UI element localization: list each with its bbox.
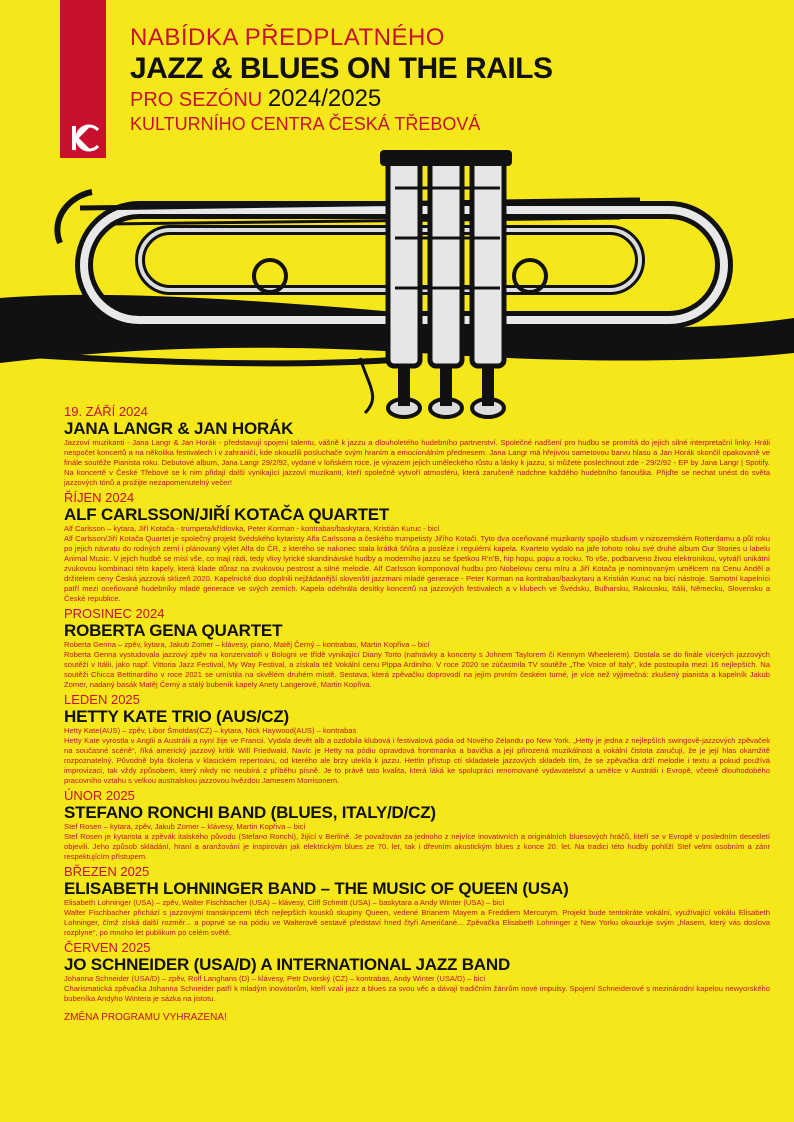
event-1 bbox=[64, 404, 770, 488]
event-list bbox=[64, 402, 770, 1023]
event-description: Charismatická zpěvačka Johanna Schneider patří k mladým inovátorům, kteří vzali jazz a blues za svou věc a dávají tradičním žánrům nové impulsy. Spojení Schneiderové s mezinárodní kapelou newyorského bubeníka Andyho Wintera je sázka na jistotu. bbox=[64, 984, 770, 1003]
season-label: PRO SEZÓNU bbox=[130, 89, 263, 111]
event-title: ROBERTA GENA QUARTET bbox=[64, 621, 283, 640]
event-lineup: Hetty Kate(AUS) – zpěv, Libor Šmoldas(CZ) – kytara, Nick Haywood(AUS) – kontrabas bbox=[64, 726, 357, 735]
event-title: ELISABETH LOHNINGER BAND – THE MUSIC OF QUEEN (USA) bbox=[64, 879, 569, 898]
event-description: Roberta Genna vystudovala jazzový zpěv na konzervatoři v Bologni ve třídě vynikající Diany Torto (nahrávky a koncerty s Johnem Taylorem či Kennym Wheelerem). Dostala se do finále vícerých jazzových soutěží v Itálii, jako např. Vittoria Jazz Festival, My Way Festival, a získala též Vokální cenu Pippa Ardiniho. V roce 2020 se zúčastnila TV soutěže „The Voice of Italy“, kde postoupila mezi 16 nejlepších. Na soutěži Chicca Bettinardiho v roce 2021 se umístila na skvělém druhém místě. Sestava, která zpěvačku doprovodí na jejím prvním českém turné, je více než výjimečná: zkušený pianista a kapelník Jakub Zomer, nadaný basák Matěj Černý a stálý bubeník kapely Anety Langerové, Martin Kopřiva. bbox=[64, 650, 770, 689]
event-title: JANA LANGR & JAN HORÁK bbox=[64, 419, 294, 438]
event-lineup: Elisabeth Lohninger (USA) – zpěv, Walter Fischbacher (USA) – klávesy, Cliff Schmitt (USA) – baskytara a Andy Winter (USA) – bicí bbox=[64, 898, 505, 907]
event-title: HETTY KATE TRIO (AUS/CZ) bbox=[64, 707, 290, 726]
season-year: 2024/2025 bbox=[267, 85, 382, 112]
event-title: STEFANO RONCHI BAND (BLUES, ITALY/D/CZ) bbox=[64, 803, 436, 822]
event-lineup: Alf Carlsson – kytara, Jiří Kotača - trumpeta/křídlovka, Peter Korman - kontrabas/baskytara, Kristián Kuruc - bicí bbox=[64, 524, 440, 533]
event-date: ŘÍJEN 2024 bbox=[64, 490, 135, 505]
event-description: Hetty Kate vyrostla v Anglii a Austrálii a nyní žije ve Francii. Vydala devět alb a ozdobila klubová i festivalová pódia od Nového Zélandu po New York. „Hetty je jedna z nejlepších swingově-jazzových zpěvaček na současné scéně“, říká americký jazzový kritik Will Friedwald. Navíc je Hetty na pódiu opravdová frontmanka a bavička a její přirozená muzikálnost a vokální čistota zaručují, že je její hlas okamžitě rozpoznatelný. Původně byla školena v klasickém repertoáru, od kterého ale brzy utekla k jazzu. Hettin přístup ctí skladatele jazzových skladeb tím, že se zpěvačka drží melodie i textu a pokud používá improvizaci, tak vždy způsobem, který nikdy nic neubírá z příběhu písně. Je to právě tato kvalita, která láká ke spolupráci renomované vydavatelství a umělce v Austrálii i Evropě, včetně dlouhodobého pracovního vztahu s velkou australskou jazzovou hvězdou Jamesem Morrisonem. bbox=[64, 736, 770, 785]
event-lineup: Johanna Schneider (USA/D) – zpěv, Rolf Langhans (D) – klávesy, Petr Dvorský (CZ) – kontrabas, Andy Winter (USA/D) – bicí bbox=[64, 974, 486, 983]
event-date: BŘEZEN 2025 bbox=[64, 864, 150, 879]
page-title: JAZZ & BLUES ON THE RAILS bbox=[130, 52, 553, 85]
event-description: Stef Rosen je kytarista a zpěvák italského původu (Stefano Ronchi), žijící v Berlíně. Je považován za jednoho z nejvíce inovativních a originálních bluesových hráčů, kteří se v Evropě v posledním desetiletí objevili. Jeho způsob skládání, hraní a aranžování je inspirován jak elektrickým blues ze 70. let, tak i dřevním akustickým blues z konce 20. let. Na tradici této hudby pohlíží Stef velmi osobním a zánr respektujícím přístupem. bbox=[64, 832, 770, 861]
trumpet-illustration bbox=[0, 148, 794, 428]
event-title: JO SCHNEIDER (USA/D) A INTERNATIONAL JAZZ BAND bbox=[64, 955, 511, 974]
event-lineup: Stef Rosen – kytara, zpěv, Jakub Zomer – klávesy, Martin Kopřiva – bicí bbox=[64, 822, 306, 831]
season-line bbox=[130, 86, 553, 113]
program-change-notice: ZMĚNA PROGRAMU VYHRAZENA! bbox=[64, 1012, 227, 1023]
event-date: PROSINEC 2024 bbox=[64, 606, 165, 621]
header bbox=[130, 24, 553, 135]
event-description: Jazzoví muzikanti - Jana Langr & Jan Horák - představují spojení talentu, vášně k jazzu a dlouholetého hudebního partnerství. Společné nadšení pro hudbu se promítá do jejich silné interpretační linky. Hráli nespočet koncertů a na několika festivalech i v zahraničí, kde okouzlili posluchače svým hraním a emocionálním přednesem. Jana Langr má hřejivou sametovou barvu hlasu a Jan Horák skončil opakovaně ve finále soutěže Pianista roku. Debutové album, Jana Langr 29/2/92, vydané v loňském roce, je výrazem jejich uměleckého růstu a lásky k jazzu, si můžete poslechnout zde - 29/2/92 - EP by Jana Langr | Spotify. Na koncertě v České Třebové se k nim přidají další vynikající jazzoví muzikanti, kteří společně vytvoří atmosféru, která zaručeně nadchne každého hudebního fanouška. Přijďte se nechat unést do světa jazzových tónů a prožijte nezapomenutelný večer! bbox=[64, 438, 770, 487]
event-date: LEDEN 2025 bbox=[64, 692, 140, 707]
event-4 bbox=[64, 692, 770, 786]
event-lineup: Roberta Genna – zpěv, kytara, Jakub Zomer – klávesy, piano, Matěj Černý – kontrabas, Martin Kopřiva – bicí bbox=[64, 640, 430, 649]
event-date: ÚNOR 2025 bbox=[64, 788, 135, 803]
event-7 bbox=[64, 940, 770, 1004]
event-description: Walter Fischbacher přichází s jazzovými transkripcemi těch nejlepších kousků skupiny Queen, vedené Brianem Mayem a Freddiem Mercurym. Projekt bude tentokráte vokální, využívající vokálu Elisabeth Lohninger, čímž získá další rozměr... a poprvé se na pódiu ve Walterově sestavě představí hned čtyři Američané... Zpěvačka Elisabeth Lohninger z New Yorku okouzluje svým „hlasem, který vás doslova rozplyne“, po mnoho let publikum po celém světě. bbox=[64, 908, 770, 937]
event-6 bbox=[64, 864, 770, 938]
event-2 bbox=[64, 490, 770, 604]
event-title: ALF CARLSSON/JIŘÍ KOTAČA QUARTET bbox=[64, 505, 390, 524]
cultural-center: KULTURNÍHO CENTRA ČESKÁ TŘEBOVÁ bbox=[130, 114, 481, 134]
event-5 bbox=[64, 788, 770, 862]
event-date: ČERVEN 2025 bbox=[64, 940, 151, 955]
event-date: 19. ZÁŘÍ 2024 bbox=[64, 404, 148, 419]
event-3 bbox=[64, 606, 770, 690]
header-subscription: NABÍDKA PŘEDPLATNÉHO bbox=[130, 24, 445, 51]
event-description: Alf Carlsson/Jiří Kotača Quartet je společný projekt švédského kytaristy Alfa Carlssona a českého trumpetisty Jiřího Kotači. Tyto dva oceňované muzikanty spojilo studium v nizozemském Rotterdamu a půl roku po jejich návratu do rodných zemí i plánovaný výlet Alfa do ČR, z kterého se nakonec stala krátká šňůra a posléze i regulérní kapela. Kvarteto vydalo na jaře tohoto roku své druhé album Our Stories u labelu Animal Music. V jejich hudbě se mísí vše, co mají rádi, tedy vlivy lyrické skandinávské hudby a moderního jazzu se špetkou R'n'B, hip hopu, popu a rocku. To vše, podbarveno živou elektronikou, vytváří unikátní zvukovou kombinaci této kapely, která klade důraz na zvukovou pestrost a silné melodie. Alf Carlsson komponoval hudbu pro Nobelovu cenu míru a Jiří Kotača je nominovaným umělcem na Cenu Anděl a držitelem ceny Česká jazzová sklizeň 2020. Kapelnické duo doplnili nejžádanější slovenští jazzmani mladé generace - Peter Korman na kontrabas/baskytaru a Kristián Kuruc na bicí nástroje. Samotní kapelníci patří mezi oceňované hudebníky mladé generace ve svých zemích. Kapela odehrála desítky koncertů na jazzových festivalech a v klubech ve Švédsku, Bulharsku, Rakousku, Itálii, Německu, Slovensku a České republice. bbox=[64, 534, 770, 603]
